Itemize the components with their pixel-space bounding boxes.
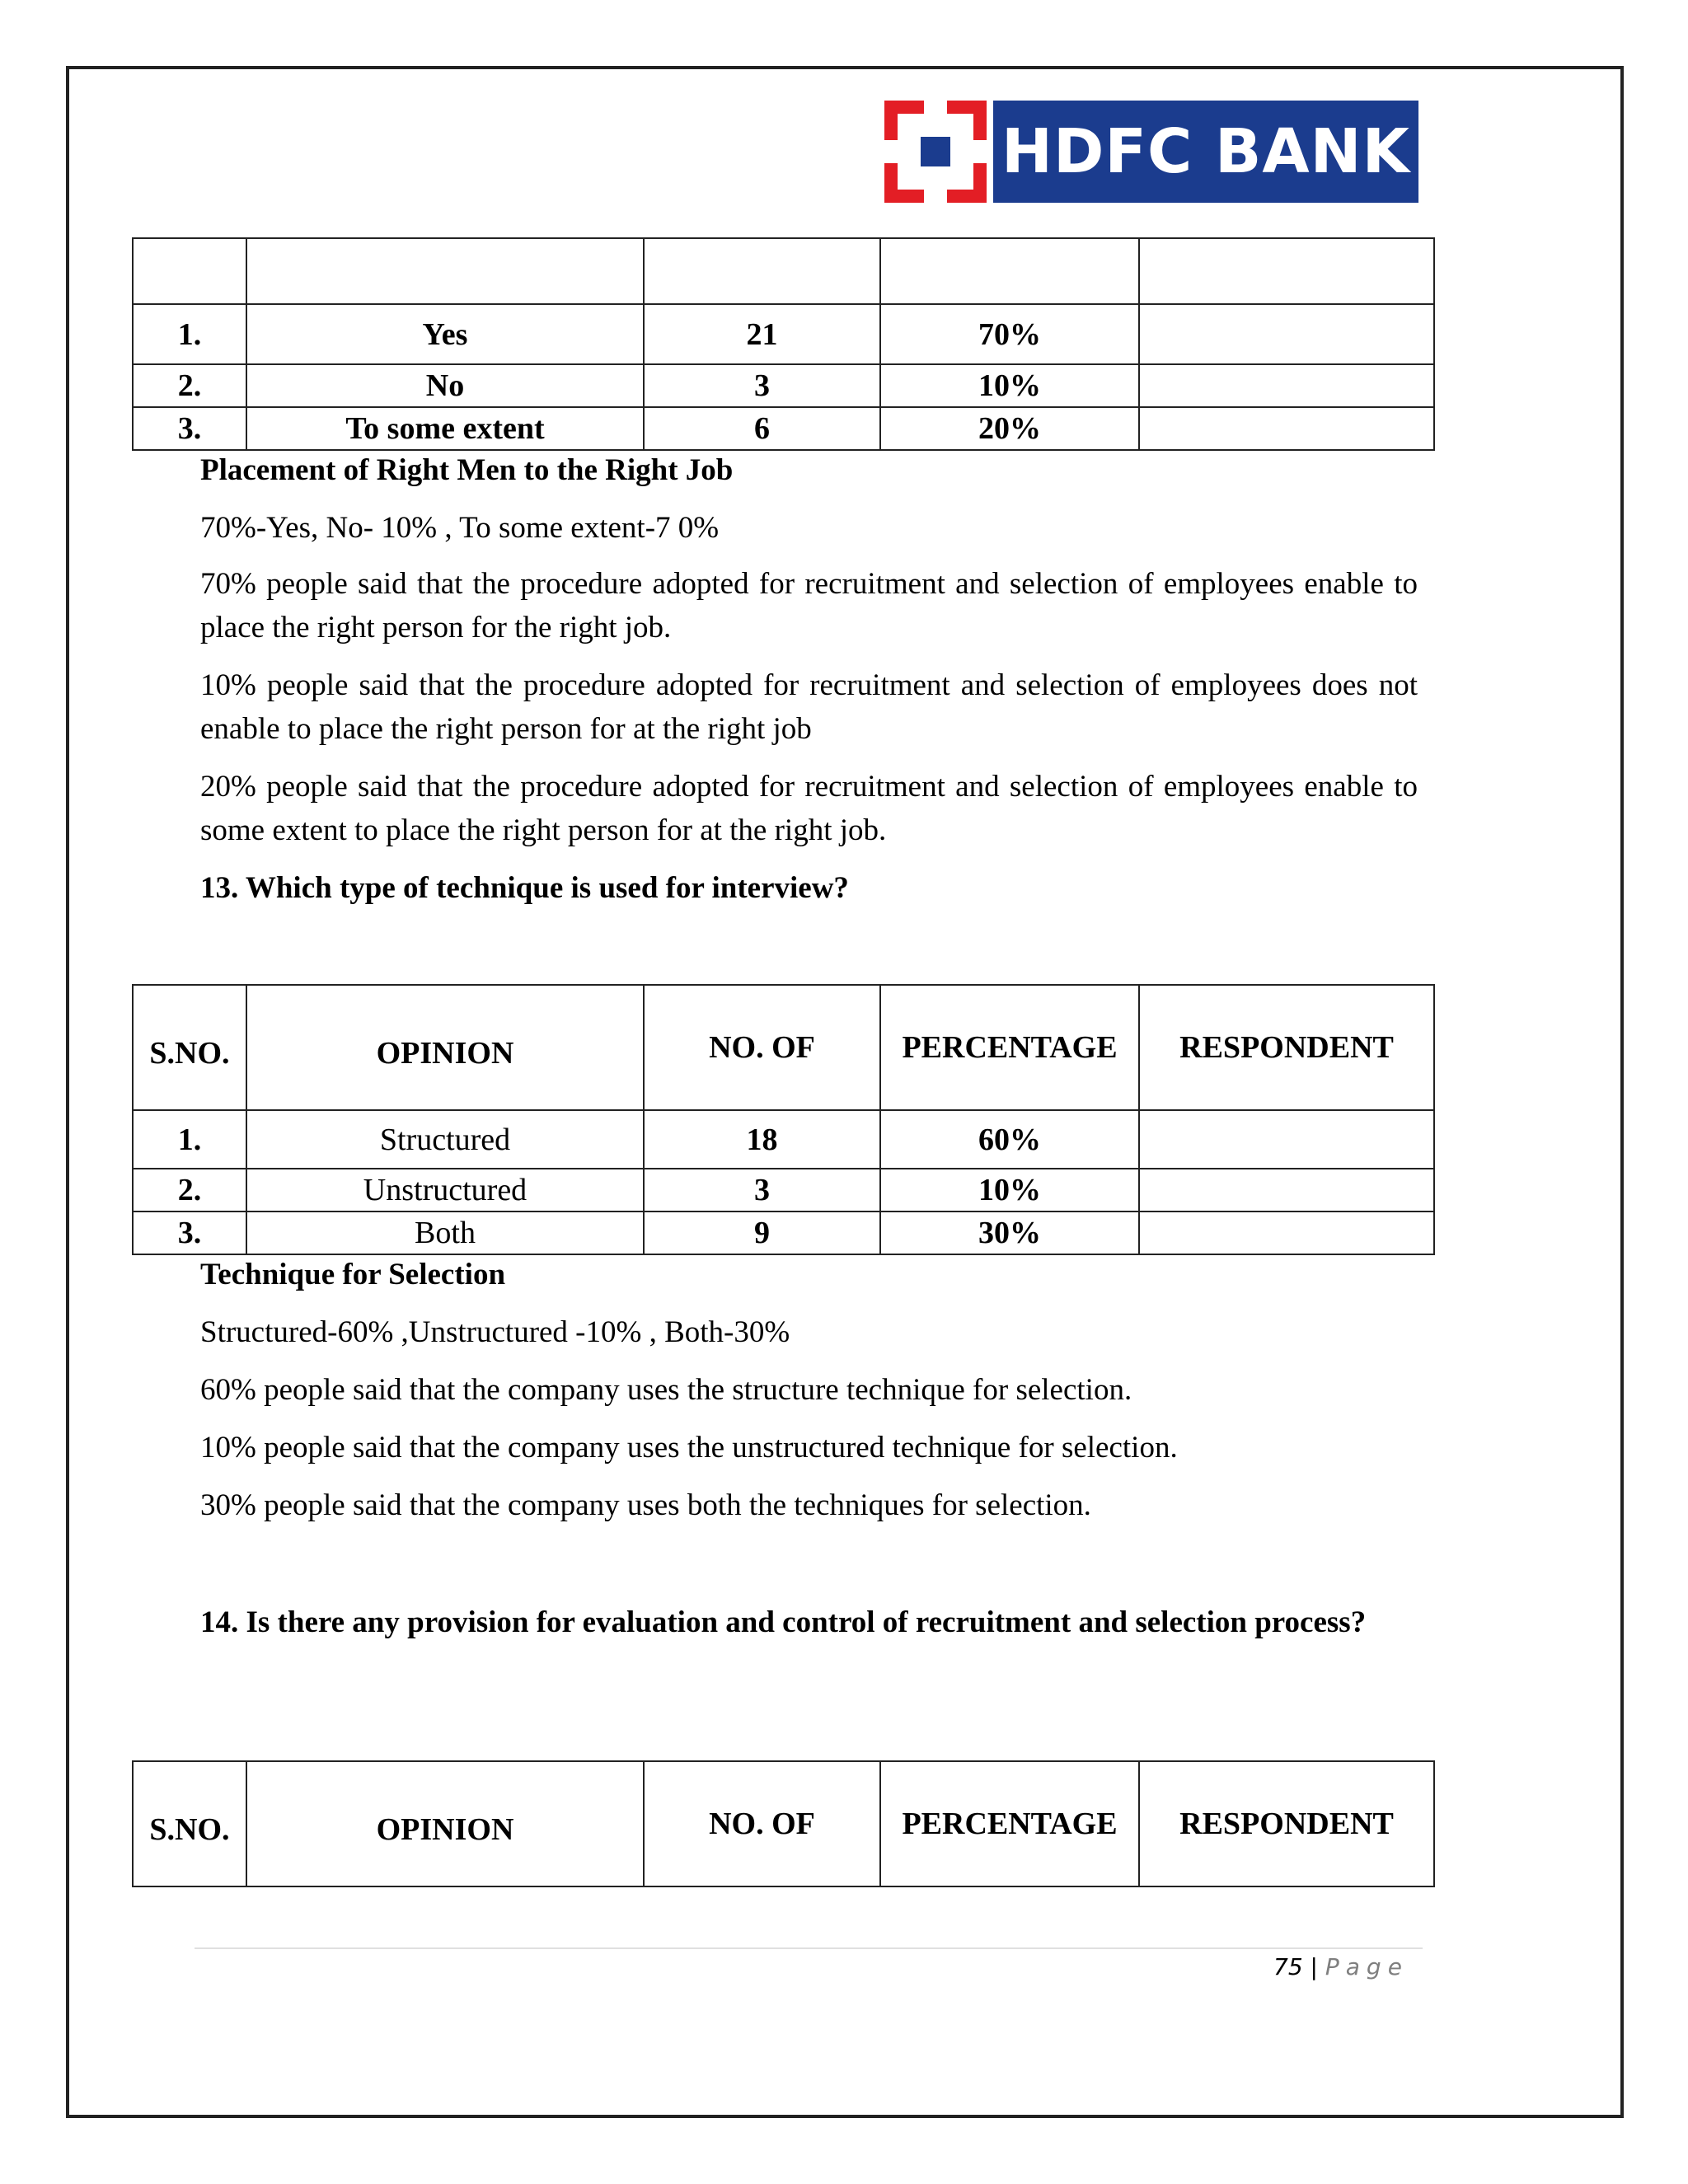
question-heading: 14. Is there any provision for evaluation and control of recruitment and selection process? bbox=[200, 1605, 1367, 1639]
table-row bbox=[133, 364, 1434, 407]
table-header-row bbox=[133, 1761, 1434, 1886]
table-row bbox=[133, 238, 1434, 304]
cell-respondent bbox=[1139, 407, 1434, 450]
page-number-separator: | bbox=[1310, 1953, 1318, 1980]
cell-sno: 1. bbox=[133, 1110, 246, 1169]
cell-percentage: 60% bbox=[880, 1110, 1139, 1169]
cell-opinion: To some extent bbox=[246, 407, 644, 450]
cell-opinion: Both bbox=[246, 1212, 644, 1254]
cell-percentage: 10% bbox=[880, 364, 1139, 407]
header-count: NO. OF bbox=[644, 1761, 880, 1886]
cell-opinion: No bbox=[246, 364, 644, 407]
cell-opinion: Yes bbox=[246, 304, 644, 364]
table-row bbox=[133, 1212, 1434, 1254]
table-row bbox=[133, 304, 1434, 364]
cell-count: 3 bbox=[644, 364, 880, 407]
paragraph: 70% people said that the procedure adopted for recruitment and selection of employees enable to place the right person for the right job. bbox=[200, 567, 1418, 644]
cell-percentage: 70% bbox=[880, 304, 1139, 364]
question-heading: 13. Which type of technique is used for interview? bbox=[200, 871, 849, 905]
hdfc-bank-logo bbox=[884, 101, 1418, 203]
table-row bbox=[133, 1110, 1434, 1169]
cell-sno: 1. bbox=[133, 304, 246, 364]
cell-opinion: Structured bbox=[246, 1110, 644, 1169]
table-header-row bbox=[133, 985, 1434, 1110]
cell-percentage: 10% bbox=[880, 1169, 1139, 1212]
hdfc-logo-mark-icon bbox=[884, 101, 987, 203]
paragraph: 10% people said that the company uses the unstructured technique for selection. bbox=[200, 1431, 1178, 1465]
header-percentage: PERCENTAGE bbox=[880, 985, 1139, 1110]
results-table-q13 bbox=[132, 984, 1435, 1255]
header-respondent: RESPONDENT bbox=[1139, 985, 1434, 1110]
paragraph: 10% people said that the procedure adopted for recruitment and selection of employees does not enable to place the right person for at the right job bbox=[200, 668, 1418, 746]
table-row bbox=[133, 1169, 1434, 1212]
cell-count: 6 bbox=[644, 407, 880, 450]
paragraph: 60% people said that the company uses the structure technique for selection. bbox=[200, 1373, 1132, 1407]
logo-brand-text: HDFC BANK bbox=[993, 101, 1418, 203]
cell-respondent bbox=[1139, 1110, 1434, 1169]
cell-respondent bbox=[1139, 304, 1434, 364]
paragraph: 20% people said that the procedure adopted for recruitment and selection of employees enable to some extent to place the right person for at the right job. bbox=[200, 770, 1418, 847]
paragraph: 30% people said that the company uses both the techniques for selection. bbox=[200, 1488, 1091, 1522]
page-label: Page bbox=[1325, 1953, 1409, 1980]
cell-respondent bbox=[1139, 1169, 1434, 1212]
cell-sno: 2. bbox=[133, 1169, 246, 1212]
cell-count: 21 bbox=[644, 304, 880, 364]
header-count: NO. OF bbox=[644, 985, 880, 1110]
cell-count: 18 bbox=[644, 1110, 880, 1169]
cell-opinion: Unstructured bbox=[246, 1169, 644, 1212]
cell-percentage: 30% bbox=[880, 1212, 1139, 1254]
section-heading: Placement of Right Men to the Right Job bbox=[200, 453, 734, 487]
header-percentage: PERCENTAGE bbox=[880, 1761, 1139, 1886]
table-row bbox=[133, 407, 1434, 450]
header-sno: S.NO. bbox=[133, 1761, 246, 1886]
section-heading: Technique for Selection bbox=[200, 1258, 506, 1291]
summary-line: 70%-Yes, No- 10% , To some extent-7 0% bbox=[200, 511, 720, 545]
cell-count: 9 bbox=[644, 1212, 880, 1254]
cell-count: 3 bbox=[644, 1169, 880, 1212]
header-opinion: OPINION bbox=[246, 1761, 644, 1886]
header-opinion: OPINION bbox=[246, 985, 644, 1110]
cell-percentage: 20% bbox=[880, 407, 1139, 450]
cell-sno: 3. bbox=[133, 1212, 246, 1254]
footer-divider bbox=[195, 1947, 1423, 1949]
page-number-value: 75 bbox=[1273, 1953, 1303, 1980]
cell-sno: 3. bbox=[133, 407, 246, 450]
cell-respondent bbox=[1139, 364, 1434, 407]
page-number bbox=[1273, 1953, 1409, 1980]
cell-respondent bbox=[1139, 1212, 1434, 1254]
summary-line: Structured-60% ,Unstructured -10% , Both-30% bbox=[200, 1315, 790, 1349]
header-sno: S.NO. bbox=[133, 985, 246, 1110]
header-respondent: RESPONDENT bbox=[1139, 1761, 1434, 1886]
cell-sno: 2. bbox=[133, 364, 246, 407]
results-table-q12 bbox=[132, 237, 1435, 451]
results-table-q14 bbox=[132, 1760, 1435, 1887]
